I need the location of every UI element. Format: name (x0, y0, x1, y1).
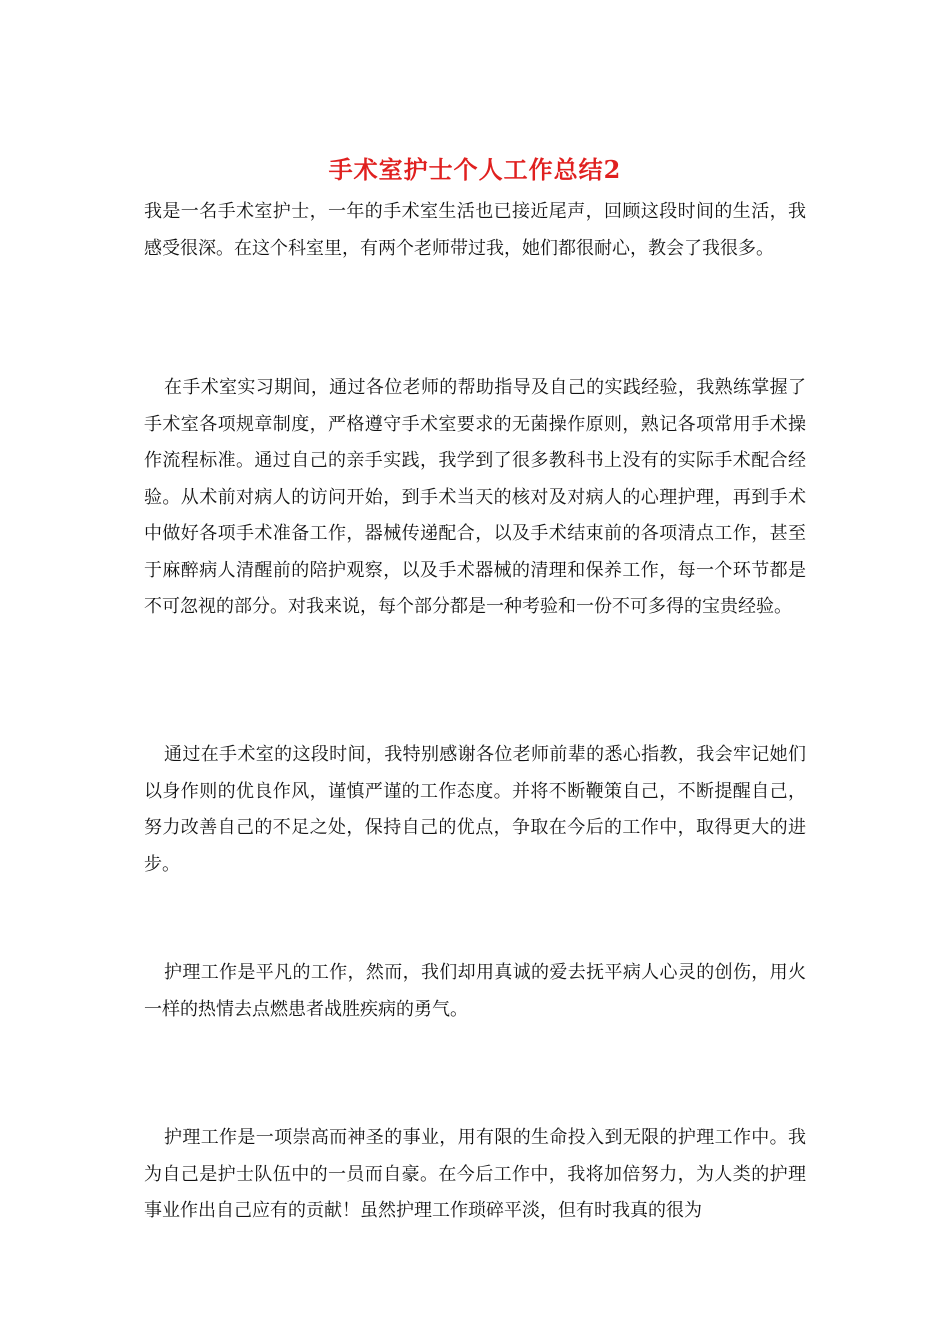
document-title: 手术室护士个人工作总结2 (328, 155, 622, 184)
paragraph-ordinary-work: 护理工作是平凡的工作，然而，我们却用真诚的爱去抚平病人心灵的创伤，用火一样的热情去点燃患者战胜疾病的勇气。 (144, 962, 806, 1020)
paragraph-internship: 在手术室实习期间，通过各位老师的帮助指导及自己的实践经验，我熟练掌握了手术室各项规章制度，严格遵守手术室要求的无菌操作原则，熟记各项常用手术操作流程标准。通过自己的亲手实践，我学到了很多教科书上没有的实际手术配合经验。从术前对病人的访问开始，到手术当天的核对及对病人的心理护理，再到手术中做好各项手术准备工作，器械传递配合，以及手术结束前的各项清点工作，甚至于麻醉病人清醒前的陪护观察，以及手术器械的清理和保养工作，每一个环节都是不可忽视的部分。对我来说，每个部分都是一种考验和一份不可多得的宝贵经验。 (144, 377, 806, 617)
paragraph-intro: 我是一名手术室护士，一年的手术室生活也已接近尾声，回顾这段时间的生活，我感受很深。在这个科室里，有两个老师带过我，她们都很耐心，教会了我很多。 (144, 201, 806, 259)
paragraph-gratitude: 通过在手术室的这段时间，我特别感谢各位老师前辈的悉心指教，我会牢记她们以身作则的优良作风，谨慎严谨的工作态度。并将不断鞭策自己，不断提醒自己，努力改善自己的不足之处，保持自己的优点，争取在今后的工作中，取得更大的进步。 (144, 744, 806, 875)
paragraph-noble-career: 护理工作是一项崇高而神圣的事业，用有限的生命投入到无限的护理工作中。我为自己是护士队伍中的一员而自豪。在今后工作中，我将加倍努力，为人类的护理事业作出自己应有的贡献！虽然护理工作琐碎平淡，但有时我真的很为 (144, 1127, 806, 1221)
